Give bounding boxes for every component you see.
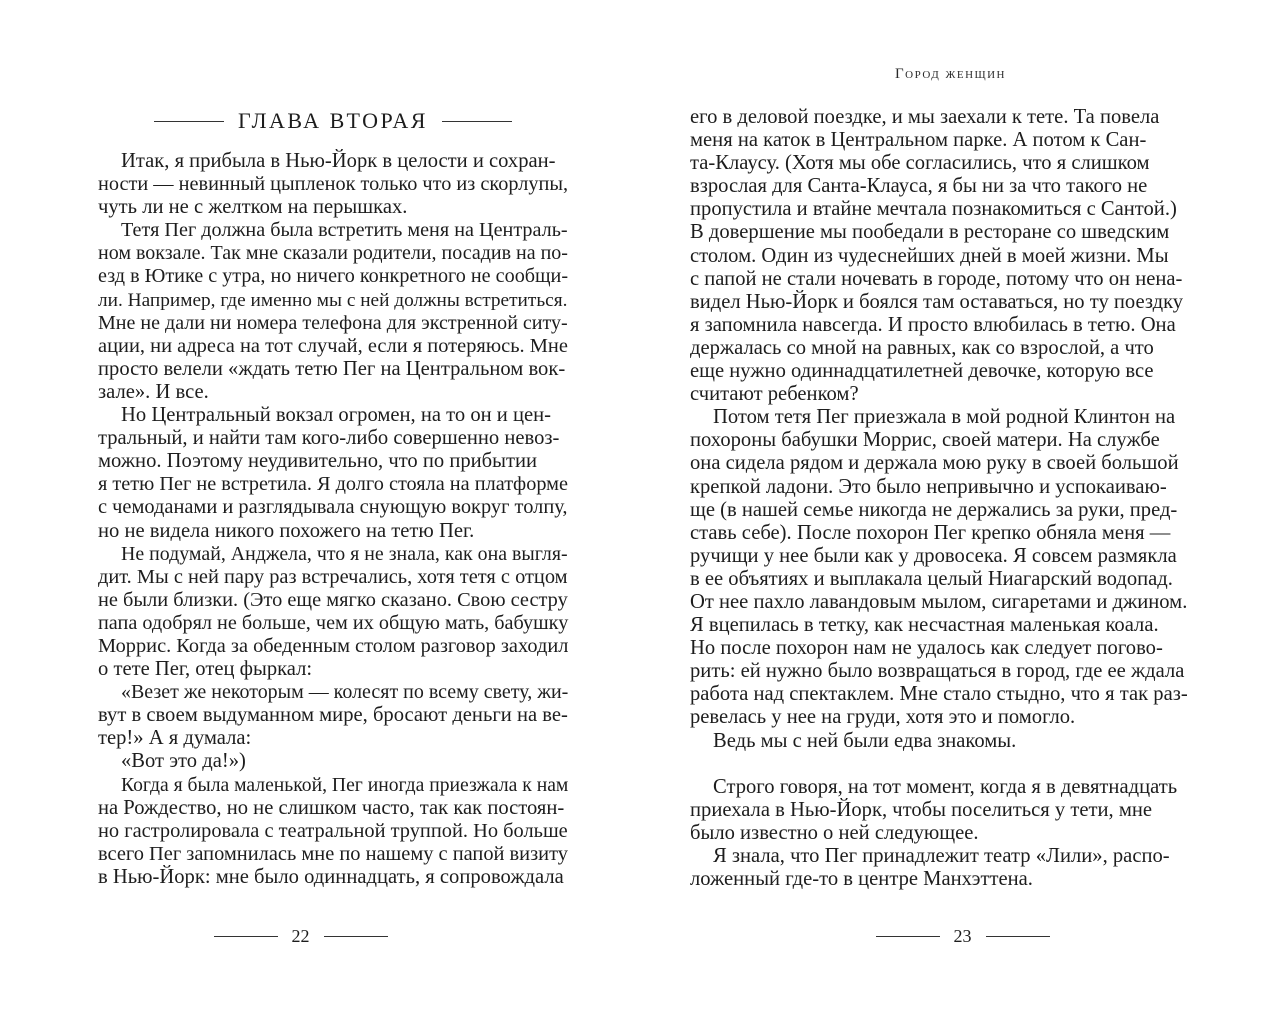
- text-line: держалась со мной на равных, как со взрослой, а что: [690, 336, 1154, 359]
- text-line: От нее пахло лавандовым мылом, сигаретами и джином.: [690, 590, 1188, 613]
- text-line: ще (в нашей семье никогда не держались за руки, пред-: [690, 498, 1178, 521]
- text-line: Но Центральный вокзал огромен, на то он и цен-: [121, 404, 552, 427]
- text-line: та-Клаусу. (Хотя мы обе согласились, что я слишком: [690, 152, 1150, 175]
- text-line: тральный, и найти там кого-либо совершенно невоз-: [98, 427, 560, 450]
- running-head: Город женщин: [894, 66, 1007, 82]
- folio-rule: [324, 936, 388, 937]
- text-line: «Вот это да!»): [121, 750, 246, 773]
- page-number: 23: [953, 926, 972, 946]
- left-page: [0, 0, 633, 1018]
- text-line: видел Нью-Йорк и боялся там оставаться, но ту поездку: [690, 290, 1184, 313]
- text-line: столом. Один из чудеснейших дней в моей жизни. Мы: [690, 244, 1169, 267]
- text-line: приехала в Нью-Йорк, чтобы поселиться у тети, мне: [690, 798, 1153, 821]
- text-line: ном вокзале. Так мне сказали родители, посадив на по-: [98, 242, 568, 265]
- text-line: ревелась у нее на груди, хотя это и помогло.: [690, 706, 1076, 729]
- text-line: я тетю Пег не встретила. Я долго стояла на платформе: [98, 473, 569, 496]
- text-line: ложенный где-то в центре Манхэттена.: [690, 868, 1033, 890]
- text-line: Я знала, что Пег принадлежит театр «Лили», распо-: [713, 844, 1170, 867]
- text-line: ручищи у нее были как у дровосека. Я совсем размякла: [690, 544, 1177, 567]
- text-line: Строго говоря, на тот момент, когда я в девятнадцать: [713, 775, 1178, 798]
- text-line: Не подумай, Анджела, что я не знала, как она выгля-: [121, 542, 568, 565]
- text-line: работа над спектаклем. Мне стало стыдно, что я так раз-: [690, 683, 1188, 706]
- text-line: езд в Ютике с утра, но ничего конкретного не сообщи-: [98, 265, 569, 288]
- text-line: было известно о ней следующее.: [690, 821, 979, 844]
- text-line: просто велели «ждать тетю Пег на Центральном вок-: [98, 357, 566, 380]
- chapter-heading: [98, 108, 568, 134]
- text-line: «Везет же некоторым — колесят по всему свету, жи-: [121, 681, 569, 704]
- text-line: Потом тетя Пег приезжала в мой родной Клинтон на: [713, 406, 1176, 429]
- text-line: В довершение мы пообедали в ресторане со шведским: [690, 221, 1170, 244]
- text-line: Мне не дали ни номера телефона для экстренной ситу-: [98, 311, 568, 334]
- text-line: ставь себе). После похорон Пег крепко обняла меня —: [690, 521, 1171, 544]
- text-line: она сидела рядом и держала мою руку в своей большой: [690, 452, 1179, 475]
- text-line: взрослая для Санта-Клауса, я бы ни за что такого не: [690, 175, 1148, 198]
- folio-rule: [876, 936, 940, 937]
- right-page: [634, 0, 1267, 1018]
- text-line: чуть ли не с желтком на перышках.: [98, 196, 408, 219]
- text-line: ности — невинный цыпленок только что из скорлупы,: [98, 173, 569, 196]
- text-line: вут в своем выдуманном мире, бросают деньги на ве-: [98, 704, 568, 727]
- text-line: можно. Поэтому неудивительно, что по прибытии: [98, 450, 538, 473]
- chapter-title: ГЛАВА ВТОРАЯ: [238, 108, 428, 133]
- text-line: крепкой ладони. Это было непривычно и успокаиваю-: [690, 475, 1167, 498]
- text-line: дит. Мы с ней пару раз встречались, хотя тетя с отцом: [98, 565, 568, 588]
- left-body-text: [98, 150, 568, 889]
- text-line: Я вцепилась в тетку, как несчастная маленькая коала.: [690, 614, 1159, 637]
- right-folio: [646, 926, 1267, 947]
- chapter-rule-left: [154, 121, 224, 122]
- text-line: в Нью-Йорк: мне было одиннадцать, я сопровождала: [98, 865, 564, 888]
- folio-rule: [986, 936, 1050, 937]
- text-line: с чемоданами и разглядывала снующую вокруг толпу,: [98, 496, 568, 519]
- text-line: ации, ни адреса на тот случай, если я потеряюсь. Мне: [98, 334, 568, 357]
- text-line: всего Пег запомнилась мне по нашему с папой визиту: [98, 842, 568, 865]
- text-line: пропустила и втайне мечтала познакомиться с Сантой.): [690, 198, 1177, 221]
- text-line: Итак, я прибыла в Нью-Йорк в целости и сохран-: [121, 150, 556, 172]
- chapter-rule-right: [442, 121, 512, 122]
- text-line: зале». И все.: [98, 380, 209, 403]
- text-line: но гастролировала с театральной труппой. Но больше: [98, 819, 568, 842]
- text-line: ли. Например, где именно мы с ней должны встретиться.: [98, 289, 568, 311]
- folio-rule: [214, 936, 278, 937]
- text-line: считают ребенком?: [690, 383, 859, 406]
- text-line: в ее объятиях и выплакала целый Ниагарский водопад.: [690, 567, 1173, 590]
- text-line: Моррис. Когда за обеденным столом разговор заходил: [98, 634, 569, 657]
- text-line: похороны бабушки Моррис, своей матери. На службе: [690, 429, 1160, 452]
- text-line: не были близки. (Это еще мягко сказано. Свою сестру: [98, 588, 568, 611]
- text-line: с папой не стали ночевать в городе, потому что он нена-: [690, 267, 1183, 290]
- text-line: еще нужно одиннадцатилетней девочке, которую все: [690, 360, 1154, 383]
- text-line: о тете Пег, отец фыркал:: [98, 658, 313, 681]
- left-folio: [0, 926, 617, 947]
- text-line: рить: ей нужно было возвращаться в город, где ее ждала: [690, 660, 1185, 683]
- text-line: Тетя Пег должна была встретить меня на Централь-: [121, 219, 568, 242]
- page-number: 22: [291, 926, 310, 946]
- text-line: папа одобрял не больше, чем их общую мать, бабушку: [98, 611, 569, 634]
- text-line: на Рождество, но не слишком часто, так как постоян-: [98, 796, 565, 819]
- text-line: Когда я была маленькой, Пег иногда приезжала к нам: [121, 774, 569, 796]
- text-line: но не видела никого похожего на тетю Пег.: [98, 519, 475, 542]
- text-line: Ведь мы с ней были едва знакомы.: [713, 729, 1017, 752]
- section-break: [690, 753, 1202, 776]
- text-line: его в деловой поездке, и мы заехали к тете. Та повела: [690, 106, 1160, 128]
- text-line: я запомнила навсегда. И просто влюбилась в тетю. Она: [690, 313, 1176, 336]
- text-line: Но после похорон нам не удалось как следует погово-: [690, 637, 1163, 660]
- right-body-text: [690, 106, 1202, 891]
- text-line: меня на каток в Центральном парке. А потом к Сан-: [690, 129, 1147, 152]
- text-line: тер!» А я думала:: [98, 727, 252, 750]
